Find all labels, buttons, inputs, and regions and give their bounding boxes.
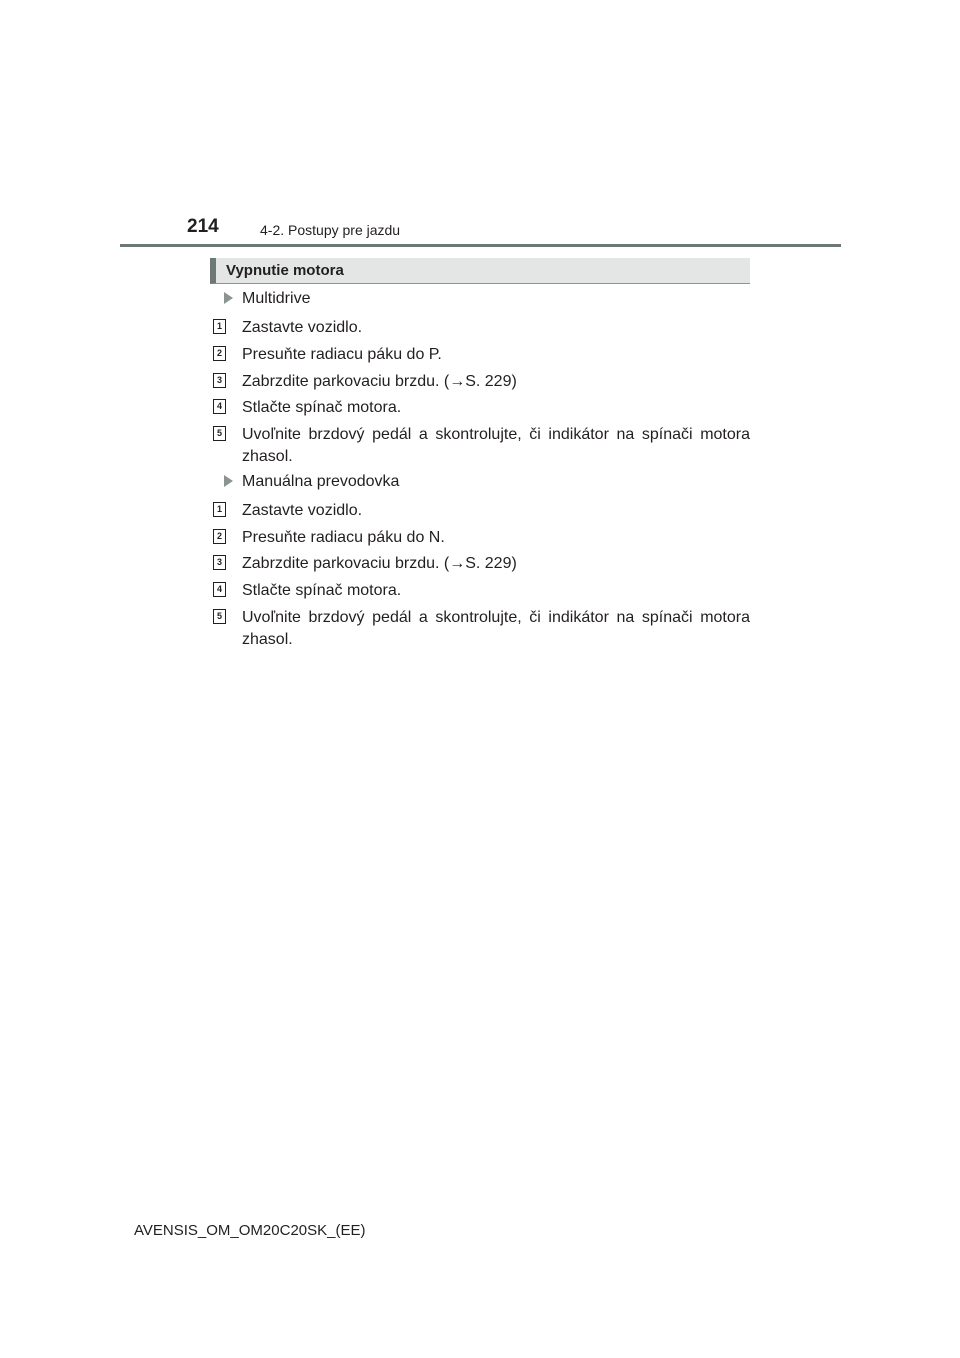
step-number-box-icon: 3 [213,555,226,570]
step-text: Uvoľnite brzdový pedál a skontrolujte, či indikátor na spínači motora zhasol. [242,609,750,648]
triangle-bullet-icon [224,475,233,487]
group-heading-label: Multidrive [242,290,311,307]
step-text: Zabrzdite parkovaciu brzdu. (→S. 229) [242,373,517,390]
step-number-box-icon: 1 [213,319,226,334]
step-text: Presuňte radiacu páku do P. [242,346,442,363]
section-title-bar [210,258,750,284]
step-number-box-icon: 2 [213,346,226,361]
step-number-box-icon: 4 [213,399,226,414]
step-text: Zastavte vozidlo. [242,319,363,336]
group-heading-multidrive [224,290,310,308]
step-number-box-icon: 3 [213,373,226,388]
step-text: Stlačte spínač motora. [242,582,402,599]
group-heading-manual [224,473,399,491]
step-number-box-icon: 1 [213,502,226,517]
step-text: Zastavte vozidlo. [242,502,363,519]
group-heading-label: Manuálna prevodovka [242,473,400,490]
step-number-box-icon: 5 [213,609,226,624]
triangle-bullet-icon [224,292,233,304]
step-text: Stlačte spínač motora. [242,399,402,416]
step-text: Uvoľnite brzdový pedál a skontrolujte, či indikátor na spínači motora zhasol. [242,426,750,465]
header-rule [120,244,841,247]
chapter-title: 4-2. Postupy pre jazdu [260,222,401,238]
page-number: 214 [187,216,219,237]
step-number-box-icon: 2 [213,529,226,544]
step-number-box-icon: 4 [213,582,226,597]
section-title: Vypnutie motora [226,262,344,279]
footer-code: AVENSIS_OM_OM20C20SK_(EE) [134,1222,366,1239]
step-number-box-icon: 5 [213,426,226,441]
step-text: Zabrzdite parkovaciu brzdu. (→S. 229) [242,555,517,572]
step-text: Presuňte radiacu páku do N. [242,529,445,546]
